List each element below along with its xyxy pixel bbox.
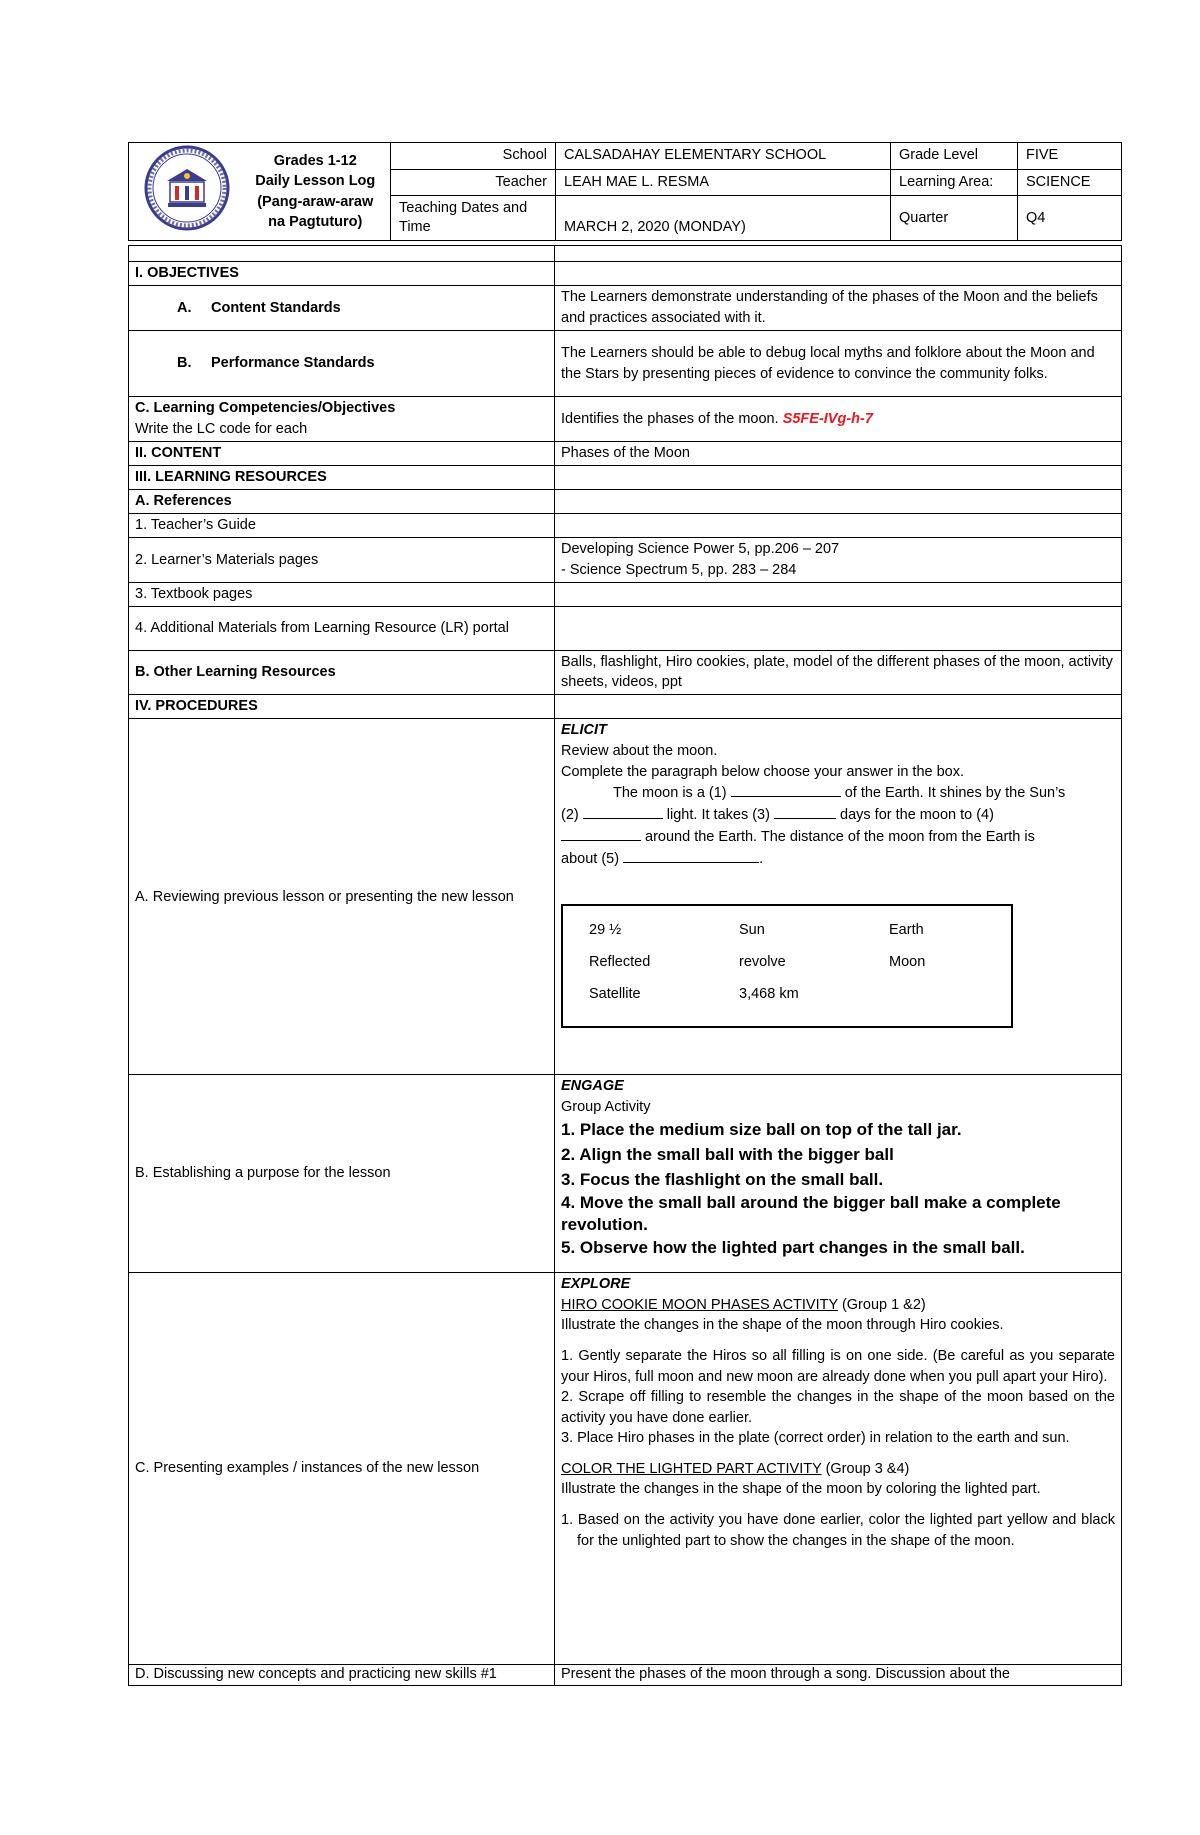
content-heading: II. CONTENT	[129, 442, 555, 466]
teacher-value: LEAH MAE L. RESMA	[556, 169, 891, 196]
engage-step: 3. Focus the flashlight on the small ball.	[561, 1169, 884, 1189]
learners-materials-line1: Developing Science Power 5, pp.206 – 207	[561, 541, 840, 558]
content-value: Phases of the Moon	[555, 442, 1122, 466]
learners-materials-line2: - Science Spectrum 5, pp. 283 – 284	[561, 562, 797, 579]
blank-1	[731, 783, 841, 797]
engage-step: 2. Align the small ball with the bigger ball	[561, 1144, 894, 1164]
explore-title: EXPLORE	[561, 1276, 631, 1293]
gradeline-4: na Pagtuturo)	[268, 213, 363, 230]
word-choice: revolve	[739, 954, 786, 971]
procedures-row	[129, 695, 1122, 719]
discussing-row	[129, 1665, 1122, 1685]
references-row	[129, 490, 1122, 514]
objectives-row	[129, 262, 1122, 286]
header-table	[128, 142, 1122, 241]
word-choice: Earth	[889, 922, 924, 939]
elicit-p7: about (5)	[561, 850, 620, 867]
discussing-label: D. Discussing new concepts and practicing new skills #1	[129, 1665, 555, 1685]
word-choice: Sun	[739, 922, 765, 939]
elicit-p4: light. It takes (3)	[666, 807, 770, 823]
blank-5	[623, 849, 759, 863]
competencies-subtitle: Write the LC code for each	[135, 421, 308, 438]
elicit-p1: The moon is a (1)	[613, 785, 727, 802]
dates-label: Teaching Dates and Time	[391, 196, 556, 241]
engage-step: 4. Move the small ball around the bigger ball make a complete revolution.	[561, 1193, 1061, 1235]
textbook-label: 3. Textbook pages	[129, 583, 555, 607]
word-choice: Moon	[889, 954, 926, 971]
learning-area-label: Learning Area:	[891, 169, 1018, 196]
engage-subtitle: Group Activity	[561, 1099, 651, 1116]
discussing-text: Present the phases of the moon through a song. Discussion about the	[555, 1665, 1122, 1685]
hiro-activity-desc: Illustrate the changes in the shape of the moon through Hiro cookies.	[561, 1317, 1004, 1334]
gradeline-1: Grades 1-12	[273, 152, 357, 169]
elicit-row	[129, 719, 1122, 1075]
additional-materials-label: 4. Additional Materials from Learning Resource (LR) portal	[129, 607, 555, 651]
objectives-heading: I. OBJECTIVES	[129, 262, 555, 286]
hiro-step: 2. Scrape off filling to resemble the changes in the shape of the moon based on the activity you have done earlier.	[561, 1389, 1115, 1426]
other-resources-label: B. Other Learning Resources	[129, 651, 555, 695]
hiro-step: 1. Gently separate the Hiros so all filling is on one side. (Be careful as you separate your Hiros, full moon and new moon are already done when you pull apart your Hiro).	[561, 1347, 1115, 1385]
competencies-title: C. Learning Competencies/Objectives	[135, 400, 396, 417]
content-standards-letter: A.	[177, 299, 192, 316]
quarter-label: Quarter	[891, 196, 1018, 241]
elicit-line2: Complete the paragraph below choose your answer in the box.	[561, 764, 965, 781]
blank-3	[774, 805, 836, 819]
learning-area-value: SCIENCE	[1018, 169, 1122, 196]
learners-materials-label: 2. Learner’s Materials pages	[129, 538, 555, 583]
performance-title: Performance Standards	[211, 355, 375, 372]
engage-step: 1. Place the medium size ball on top of the tall jar.	[561, 1120, 962, 1140]
elicit-p5: days for the moon to (4)	[840, 807, 994, 823]
learners-materials-row	[129, 538, 1122, 583]
elicit-p3: (2)	[561, 807, 579, 823]
grade-level-label: Grade Level	[891, 143, 1018, 170]
engage-row	[129, 1075, 1122, 1273]
blank-4	[561, 827, 641, 841]
color-activity-title: COLOR THE LIGHTED PART ACTIVITY	[561, 1460, 822, 1477]
lc-code: S5FE-IVg-h-7	[782, 410, 873, 427]
lesson-table	[128, 245, 1122, 1686]
hiro-activity-title: HIRO COOKIE MOON PHASES ACTIVITY	[561, 1296, 838, 1313]
dates-value: MARCH 2, 2020 (MONDAY)	[556, 196, 891, 241]
resources-row	[129, 466, 1122, 490]
elicit-p2: of the Earth. It shines by the Sun’s	[844, 785, 1066, 802]
hiro-activity-group: (Group 1 &2)	[841, 1296, 926, 1313]
teachers-guide-label: 1. Teacher’s Guide	[129, 514, 555, 538]
teacher-label: Teacher	[391, 169, 556, 196]
color-activity-group: (Group 3 &4)	[825, 1460, 910, 1477]
elicit-p6: around the Earth. The distance of the moon from the Earth is	[645, 828, 1035, 845]
grade-line	[241, 143, 391, 241]
elicit-paragraph	[561, 783, 1115, 870]
gradeline-3: (Pang-araw-araw	[257, 193, 374, 210]
word-choice: 3,468 km	[739, 986, 799, 1003]
content-row	[129, 442, 1122, 466]
textbook-row	[129, 583, 1122, 607]
content-standards-row	[129, 286, 1122, 331]
competencies-row	[129, 397, 1122, 442]
content-standards-title: Content Standards	[211, 299, 341, 316]
spacer-row	[129, 246, 1122, 262]
blank-2	[583, 805, 663, 819]
grade-level-value: FIVE	[1018, 143, 1122, 170]
performance-standards-text: The Learners should be able to debug local myths and folklore about the Moon and the Stars by presenting pieces of evidence to convince the community folks.	[555, 331, 1122, 397]
elicit-label: A. Reviewing previous lesson or presenting the new lesson	[129, 719, 555, 1075]
additional-materials-row	[129, 607, 1122, 651]
competencies-text: Identifies the phases of the moon.	[561, 410, 779, 427]
references-label: A. References	[129, 490, 555, 514]
teachers-guide-row	[129, 514, 1122, 538]
color-activity-desc: Illustrate the changes in the shape of the moon by coloring the lighted part.	[561, 1481, 1041, 1498]
gradeline-2: Daily Lesson Log	[255, 173, 376, 190]
procedures-heading: IV. PROCEDURES	[129, 695, 555, 719]
other-resources-row	[129, 651, 1122, 695]
explore-row	[129, 1273, 1122, 1665]
word-choice: 29 ½	[589, 922, 622, 939]
school-label: School	[391, 143, 556, 170]
elicit-title: ELICIT	[561, 722, 607, 739]
word-choice: Reflected	[589, 954, 651, 971]
deped-seal-icon	[137, 145, 237, 231]
content-standards-text: The Learners demonstrate understanding of the phases of the Moon and the beliefs and practices associated with it.	[555, 286, 1122, 331]
hiro-step: 3. Place Hiro phases in the plate (correct order) in relation to the earth and sun.	[561, 1430, 1070, 1447]
word-bank-box	[561, 904, 1013, 1028]
performance-letter: B.	[177, 355, 192, 372]
engage-label: B. Establishing a purpose for the lesson	[129, 1075, 555, 1273]
engage-title: ENGAGE	[561, 1078, 624, 1095]
school-value: CALSADAHAY ELEMENTARY SCHOOL	[556, 143, 891, 170]
resources-heading: III. LEARNING RESOURCES	[129, 466, 555, 490]
color-step: 1. Based on the activity you have done earlier, color the lighted part yellow and black for the unlighted part to show the changes in the shape of the moon.	[561, 1511, 1115, 1549]
performance-standards-row	[129, 331, 1122, 397]
elicit-line1: Review about the moon.	[561, 743, 718, 760]
other-resources-text: Balls, flashlight, Hiro cookies, plate, model of the different phases of the moon, activity sheets, videos, ppt	[555, 651, 1122, 695]
engage-step: 5. Observe how the lighted part changes in the small ball.	[561, 1238, 1025, 1258]
word-choice: Satellite	[589, 986, 641, 1003]
elicit-p8: .	[759, 850, 764, 867]
deped-seal	[129, 143, 241, 241]
quarter-value: Q4	[1018, 196, 1122, 241]
explore-label: C. Presenting examples / instances of the new lesson	[129, 1273, 555, 1665]
